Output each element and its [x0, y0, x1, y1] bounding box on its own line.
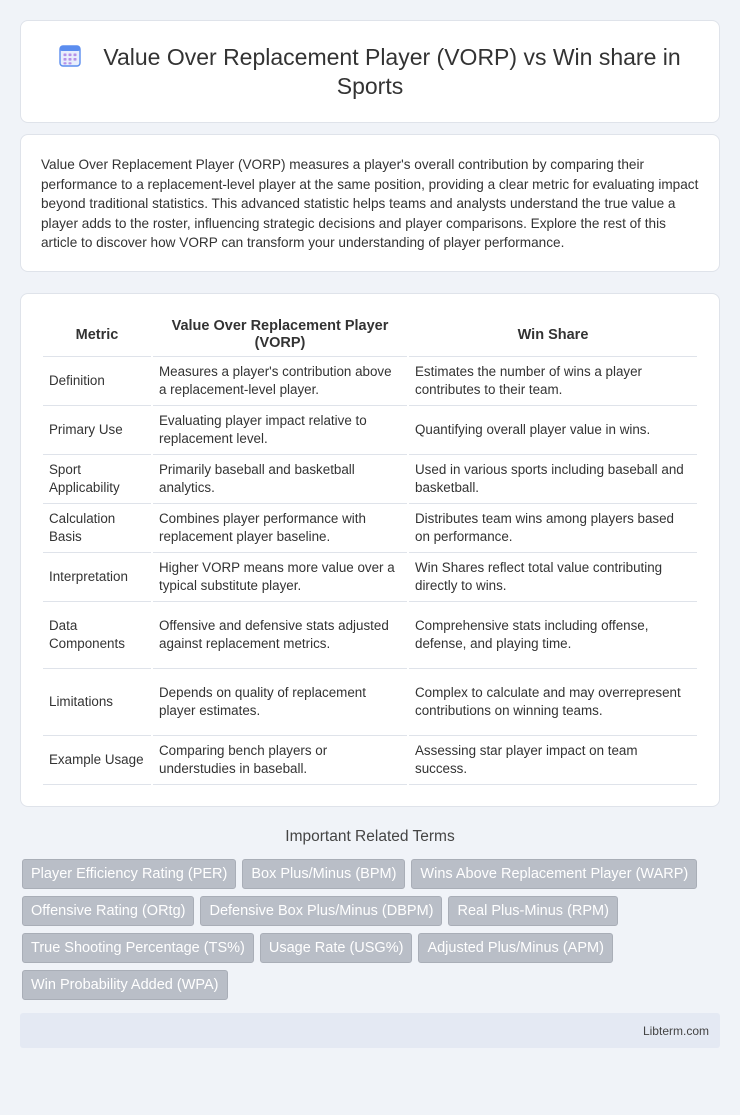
table-row	[43, 455, 697, 504]
cell-vorp: Higher VORP means more value over a typical substitute player.	[153, 553, 407, 602]
cell-metric: Interpretation	[43, 553, 151, 602]
cell-metric: Limitations	[43, 669, 151, 736]
related-term-tag[interactable]: True Shooting Percentage (TS%)	[22, 933, 254, 963]
related-term-tag[interactable]: Offensive Rating (ORtg)	[22, 896, 194, 926]
related-terms-list	[20, 859, 720, 1000]
cell-win-share: Complex to calculate and may overrepresent contributions on winning teams.	[409, 669, 697, 736]
cell-vorp: Evaluating player impact relative to replacement level.	[153, 406, 407, 455]
footer	[20, 1013, 720, 1048]
cell-win-share: Assessing star player impact on team success.	[409, 736, 697, 785]
comparison-table-card	[20, 293, 720, 807]
cell-win-share: Quantifying overall player value in wins.	[409, 406, 697, 455]
page-title	[51, 43, 689, 101]
cell-win-share: Win Shares reflect total value contributing directly to wins.	[409, 553, 697, 602]
related-term-tag[interactable]: Real Plus-Minus (RPM)	[448, 896, 617, 926]
cell-win-share: Comprehensive stats including offense, defense, and playing time.	[409, 602, 697, 669]
cell-win-share: Distributes team wins among players based on performance.	[409, 504, 697, 553]
cell-metric: Example Usage	[43, 736, 151, 785]
table-row	[43, 553, 697, 602]
comparison-table	[41, 314, 699, 785]
header-metric: Metric	[43, 314, 151, 357]
table-row	[43, 406, 697, 455]
related-term-tag[interactable]: Win Probability Added (WPA)	[22, 970, 228, 1000]
related-term-tag[interactable]: Wins Above Replacement Player (WARP)	[411, 859, 697, 889]
cell-metric: Data Components	[43, 602, 151, 669]
related-terms-heading: Important Related Terms	[285, 828, 455, 845]
table-header-row	[43, 314, 697, 357]
cell-win-share: Estimates the number of wins a player contributes to their team.	[409, 357, 697, 406]
table-row	[43, 602, 697, 669]
cell-vorp: Comparing bench players or understudies in baseball.	[153, 736, 407, 785]
table-row	[43, 736, 697, 785]
cell-metric: Calculation Basis	[43, 504, 151, 553]
table-row	[43, 669, 697, 736]
intro-paragraph: Value Over Replacement Player (VORP) measures a player's overall contribution by comparing their performance to a replacement-level player at the same position, providing a clear metric for evaluating impact beyond traditional statistics. This advanced statistic helps teams and analysts understand the true value a player adds to the roster, influencing strategic decisions and player comparisons. Explore the rest of this article to discover how VORP can transform your understanding of player performance.	[41, 157, 699, 250]
page-title-text: Value Over Replacement Player (VORP) vs Win share in Sports	[103, 43, 681, 99]
cell-win-share: Used in various sports including baseball and basketball.	[409, 455, 697, 504]
related-term-tag[interactable]: Player Efficiency Rating (PER)	[22, 859, 236, 889]
cell-vorp: Combines player performance with replacement player baseline.	[153, 504, 407, 553]
related-term-tag[interactable]: Usage Rate (USG%)	[260, 933, 413, 963]
cell-vorp: Depends on quality of replacement player estimates.	[153, 669, 407, 736]
header-win-share: Win Share	[409, 314, 697, 357]
intro-card	[20, 134, 720, 272]
cell-metric: Sport Applicability	[43, 455, 151, 504]
related-term-tag[interactable]: Box Plus/Minus (BPM)	[242, 859, 405, 889]
footer-site-link[interactable]: Libterm.com	[642, 1024, 709, 1038]
related-term-tag[interactable]: Defensive Box Plus/Minus (DBPM)	[200, 896, 442, 926]
calendar-grid-icon	[59, 43, 81, 67]
cell-metric: Definition	[43, 357, 151, 406]
cell-vorp: Measures a player's contribution above a replacement-level player.	[153, 357, 407, 406]
related-term-tag[interactable]: Adjusted Plus/Minus (APM)	[418, 933, 612, 963]
cell-vorp: Primarily baseball and basketball analytics.	[153, 455, 407, 504]
header-vorp: Value Over Replacement Player (VORP)	[153, 314, 407, 357]
title-card	[20, 20, 720, 123]
cell-metric: Primary Use	[43, 406, 151, 455]
table-row	[43, 357, 697, 406]
cell-vorp: Offensive and defensive stats adjusted against replacement metrics.	[153, 602, 407, 669]
table-row	[43, 504, 697, 553]
